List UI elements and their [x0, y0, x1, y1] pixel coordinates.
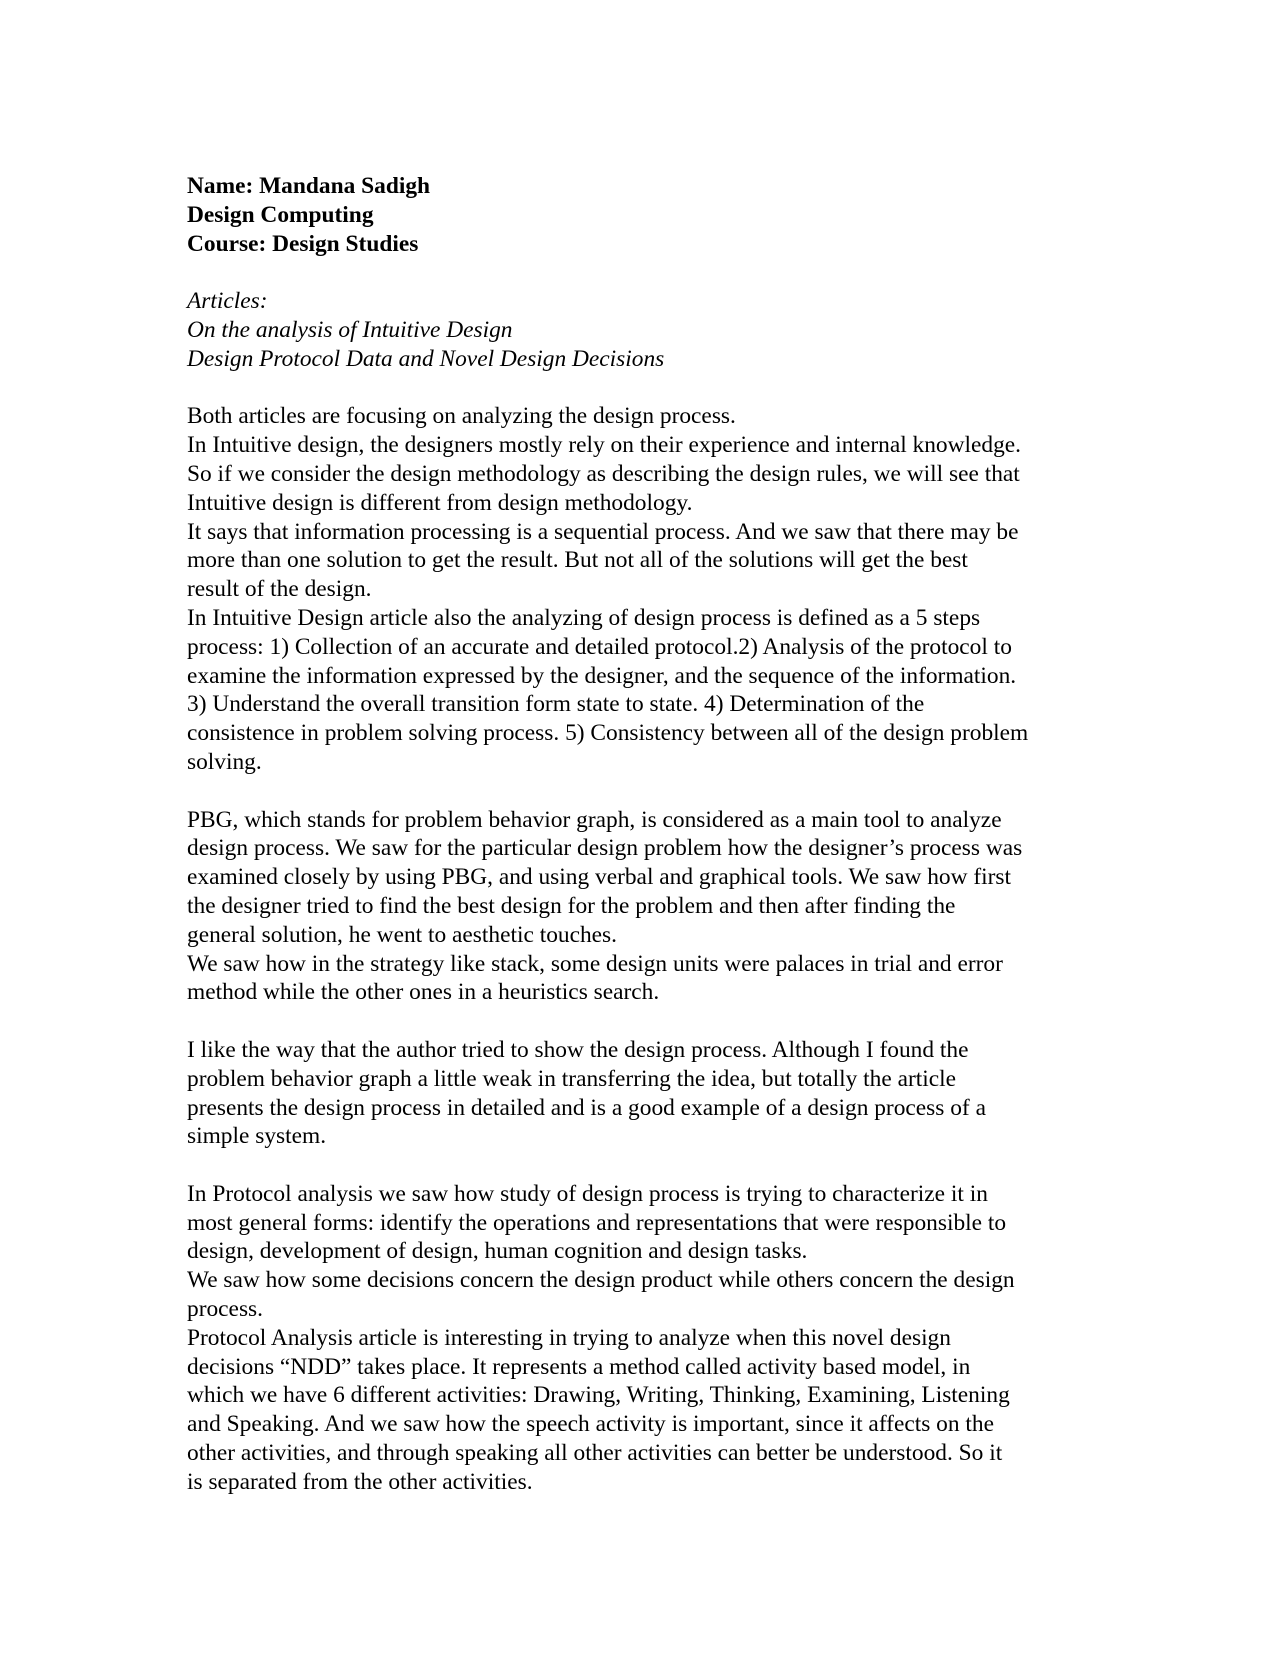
articles-list — [187, 287, 1092, 373]
paragraph: In Protocol analysis we saw how study of design process is trying to characterize it in most general forms: identify the operations and representations that were responsible to design, development of design, human cognition and design tasks. — [187, 1180, 1007, 1265]
article-title: On the analysis of Intuitive Design — [187, 316, 513, 343]
author-name: Name: Mandana Sadigh — [187, 173, 431, 199]
paragraph: It says that information processing is a sequential process. And we saw that there may be more than one solution to get the result. But not all of the solutions will get the best result of the design. — [187, 518, 1019, 603]
paragraph: We saw how in the strategy like stack, some design units were palaces in trial and error method while the other ones in a heuristics search. — [187, 950, 1003, 1006]
course-name: Course: Design Studies — [187, 230, 419, 257]
document-body — [187, 172, 1092, 1497]
author-header — [187, 172, 1092, 258]
section-protocol-analysis — [187, 1180, 1092, 1497]
article-title: Design Protocol Data and Novel Design Decisions — [187, 345, 665, 372]
paragraph: I like the way that the author tried to show the design process. Although I found the problem behavior graph a little weak in transferring the idea, but totally the article presents the design process in detailed and is a good example of a design process of a simple system. — [187, 1036, 986, 1150]
articles-label: Articles: — [187, 288, 268, 315]
paragraph: Protocol Analysis article is interesting in trying to analyze when this novel design decisions “NDD” takes place. It represents a method called activity based model, in which we have 6 different activities: Drawing, Writing, Thinking, Examining, Listening and Speaking. And we saw how the speech activity is important, since it affects on the other activities, and through speaking all other activities can better be understood. So it is separated from the other activities. — [187, 1324, 1010, 1495]
section-overview — [187, 402, 1092, 776]
section-pbg — [187, 806, 1092, 1008]
paragraph: PBG, which stands for problem behavior graph, is considered as a main tool to analyze design process. We saw for the particular design problem how the designer’s process was examined closely by using PBG, and using verbal and graphical tools. We saw how first the designer tried to find the best design for the problem and then after finding the general solution, he went to aesthetic touches. — [187, 806, 1023, 948]
paragraph: In Intuitive Design article also the analyzing of design process is defined as a 5 steps process: 1) Collection of an accurate and detailed protocol.2) Analysis of the protocol to examine the information expressed by the designer, and the sequence of the information. 3) Understand the overall transition form state to state. 4) Determination of the consistence in problem solving process. 5) Consistency between all of the design problem solving. — [187, 604, 1029, 775]
paragraph: We saw how some decisions concern the design product while others concern the design process. — [187, 1267, 1015, 1323]
program-name: Design Computing — [187, 201, 374, 228]
section-opinion — [187, 1036, 1092, 1151]
paragraph: In Intuitive design, the designers mostly rely on their experience and internal knowledge. So if we consider the design methodology as describing the design rules, we will see that Intuitive design is different from design methodology. — [187, 432, 1022, 516]
paragraph: Both articles are focusing on analyzing the design process. — [187, 403, 736, 430]
